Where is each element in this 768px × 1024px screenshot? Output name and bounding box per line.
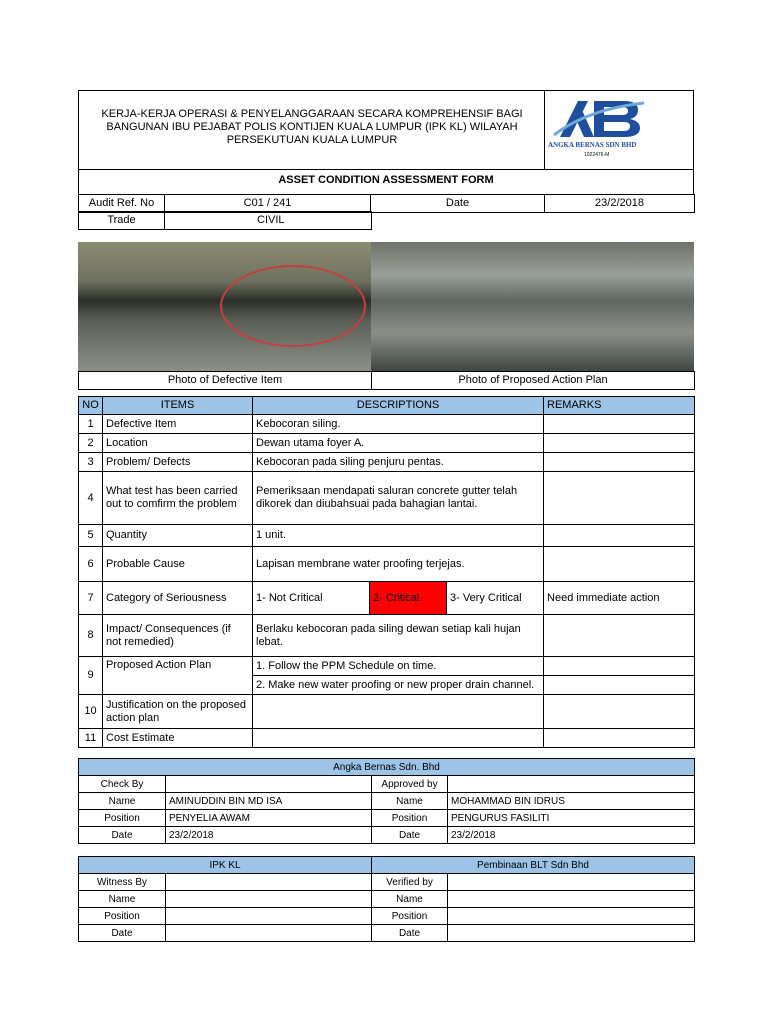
date-label: Date [79,925,166,942]
row-remark [544,695,695,729]
table-row [79,472,695,525]
table-row [79,582,695,615]
row-description [253,729,544,748]
row-number: 9 [79,657,103,695]
row-number: 11 [79,729,103,748]
trade-label: Trade [79,212,165,230]
position-label: Position [372,908,448,925]
row-item: Justification on the proposed action plan [103,695,253,729]
ab-logo-icon [548,95,690,165]
row-item: Probable Cause [103,547,253,582]
header-remarks: REMARKS [544,397,695,415]
row-number: 6 [79,547,103,582]
row-item: Impact/ Consequences (if not remedied) [103,615,253,657]
row-description: 1 unit. [253,525,544,547]
row-description: Berlaku kebocoran pada siling dewan setiap kali hujan lebat. [253,615,544,657]
table-row [79,615,695,657]
row-number: 5 [79,525,103,547]
action-plan-line-2: 2. Make new water proofing or new proper drain channel. [253,676,544,695]
row-number: 3 [79,453,103,472]
table-row [79,525,695,547]
position-label: Position [372,810,448,827]
company-logo [548,95,690,165]
table-row [79,657,695,676]
row-remark [544,615,695,657]
row-description [253,695,544,729]
position-label: Position [79,810,166,827]
approved-by-name: MOHAMMAD BIN IDRUS [448,793,695,810]
row-remark [544,472,695,525]
table-row [79,434,695,453]
row-number: 8 [79,615,103,657]
signoff-angka-bernas [78,758,695,844]
header-descriptions: DESCRIPTIONS [253,397,544,415]
row-remark: Need immediate action [544,582,695,615]
date-value: 23/2/2018 [545,195,695,213]
row-remark [544,415,695,434]
verified-by-signature [448,874,695,891]
date-label: Date [79,827,166,844]
defective-photo-caption: Photo of Defective Item [79,372,372,390]
row-remark [544,434,695,453]
action-plan-line-1: 1. Follow the PPM Schedule on time. [253,657,544,676]
signoff2-right-company: Pembinaan BLT Sdn Bhd [372,857,695,874]
row-remark [544,525,695,547]
header-items: ITEMS [103,397,253,415]
name-label: Name [372,793,448,810]
logo-company-name: ANGKA BERNAS SDN BHD [548,141,637,149]
date-label: Date [372,925,448,942]
witness-by-signature [166,874,372,891]
seriousness-very-critical: 3- Very Critical [447,582,544,615]
witness-date [166,925,372,942]
header-divider [544,90,545,170]
row-number: 7 [79,582,103,615]
table-row [79,729,695,748]
verifier-name [448,891,695,908]
row-number: 2 [79,434,103,453]
logo-registration: 1022476-M [584,152,610,158]
row-number: 1 [79,415,103,434]
defect-circle-marker [78,242,371,372]
row-remark [544,453,695,472]
seriousness-critical: 2- Critical [370,582,447,615]
approved-by-label: Approved by [372,776,448,793]
row-remark [544,676,695,695]
approved-by-signature [448,776,695,793]
row-number: 10 [79,695,103,729]
signoff2-left-company: IPK KL [79,857,372,874]
table-row [79,453,695,472]
date-label: Date [372,827,448,844]
witness-by-label: Witness By [79,874,166,891]
signoff-ipk-blt [78,856,695,942]
check-by-label: Check By [79,776,166,793]
name-label: Name [79,891,166,908]
approved-by-position: PENGURUS FASILITI [448,810,695,827]
form-title: ASSET CONDITION ASSESSMENT FORM [278,174,494,186]
photo-caption-table [78,371,695,390]
row-remark [544,547,695,582]
row-item: Category of Seriousness [103,582,253,615]
row-item: Problem/ Defects [103,453,253,472]
row-item: Quantity [103,525,253,547]
row-remark [544,729,695,748]
header-no: NO [79,397,103,415]
table-row [79,547,695,582]
audit-ref-label: Audit Ref. No [79,195,165,213]
row-remark [544,657,695,676]
assessment-table [78,396,695,748]
action-photo-caption: Photo of Proposed Action Plan [372,372,695,390]
check-by-position: PENYELIA AWAM [166,810,372,827]
row-item: Proposed Action Plan [103,657,253,695]
date-label: Date [371,195,545,213]
row-description: Kebocoran siling. [253,415,544,434]
proposed-action-photo [371,242,694,372]
verifier-date [448,925,695,942]
row-description: Lapisan membrane water proofing terjejas. [253,547,544,582]
witness-position [166,908,372,925]
check-by-signature [166,776,372,793]
verifier-position [448,908,695,925]
table-header-row [79,397,695,415]
audit-ref-value: C01 / 241 [165,195,371,213]
row-description: Kebocoran pada siling penjuru pentas. [253,453,544,472]
table-row [79,695,695,729]
row-item: Location [103,434,253,453]
check-by-name: AMINUDDIN BIN MD ISA [166,793,372,810]
row-number: 4 [79,472,103,525]
row-item: Cost Estimate [103,729,253,748]
position-label: Position [79,908,166,925]
trade-table [78,211,372,230]
trade-value: CIVIL [165,212,372,230]
signoff1-company: Angka Bernas Sdn. Bhd [79,759,695,776]
seriousness-not-critical: 1- Not Critical [253,582,370,615]
witness-name [166,891,372,908]
name-label: Name [79,793,166,810]
document-title: KERJA-KERJA OPERASI & PENYELANGGARAAN SECARA KOMPREHENSIF BAGI BANGUNAN IBU PEJABAT POLIS KONTIJEN KUALA LUMPUR (IPK KL) WILAYAH PERSEKUTUAN KUALA LUMPUR [101,108,523,146]
row-item: What test has been carried out to comfirm the problem [103,472,253,525]
approved-by-date: 23/2/2018 [448,827,695,844]
name-label: Name [372,891,448,908]
row-description: Dewan utama foyer A. [253,434,544,453]
check-by-date: 23/2/2018 [166,827,372,844]
row-item: Defective Item [103,415,253,434]
defective-item-photo [78,242,371,372]
row-description: Pemeriksaan mendapati saluran concrete gutter telah dikorek dan diubahsuai pada bahagian lantai. [253,472,544,525]
verified-by-label: Verified by [372,874,448,891]
table-row [79,415,695,434]
